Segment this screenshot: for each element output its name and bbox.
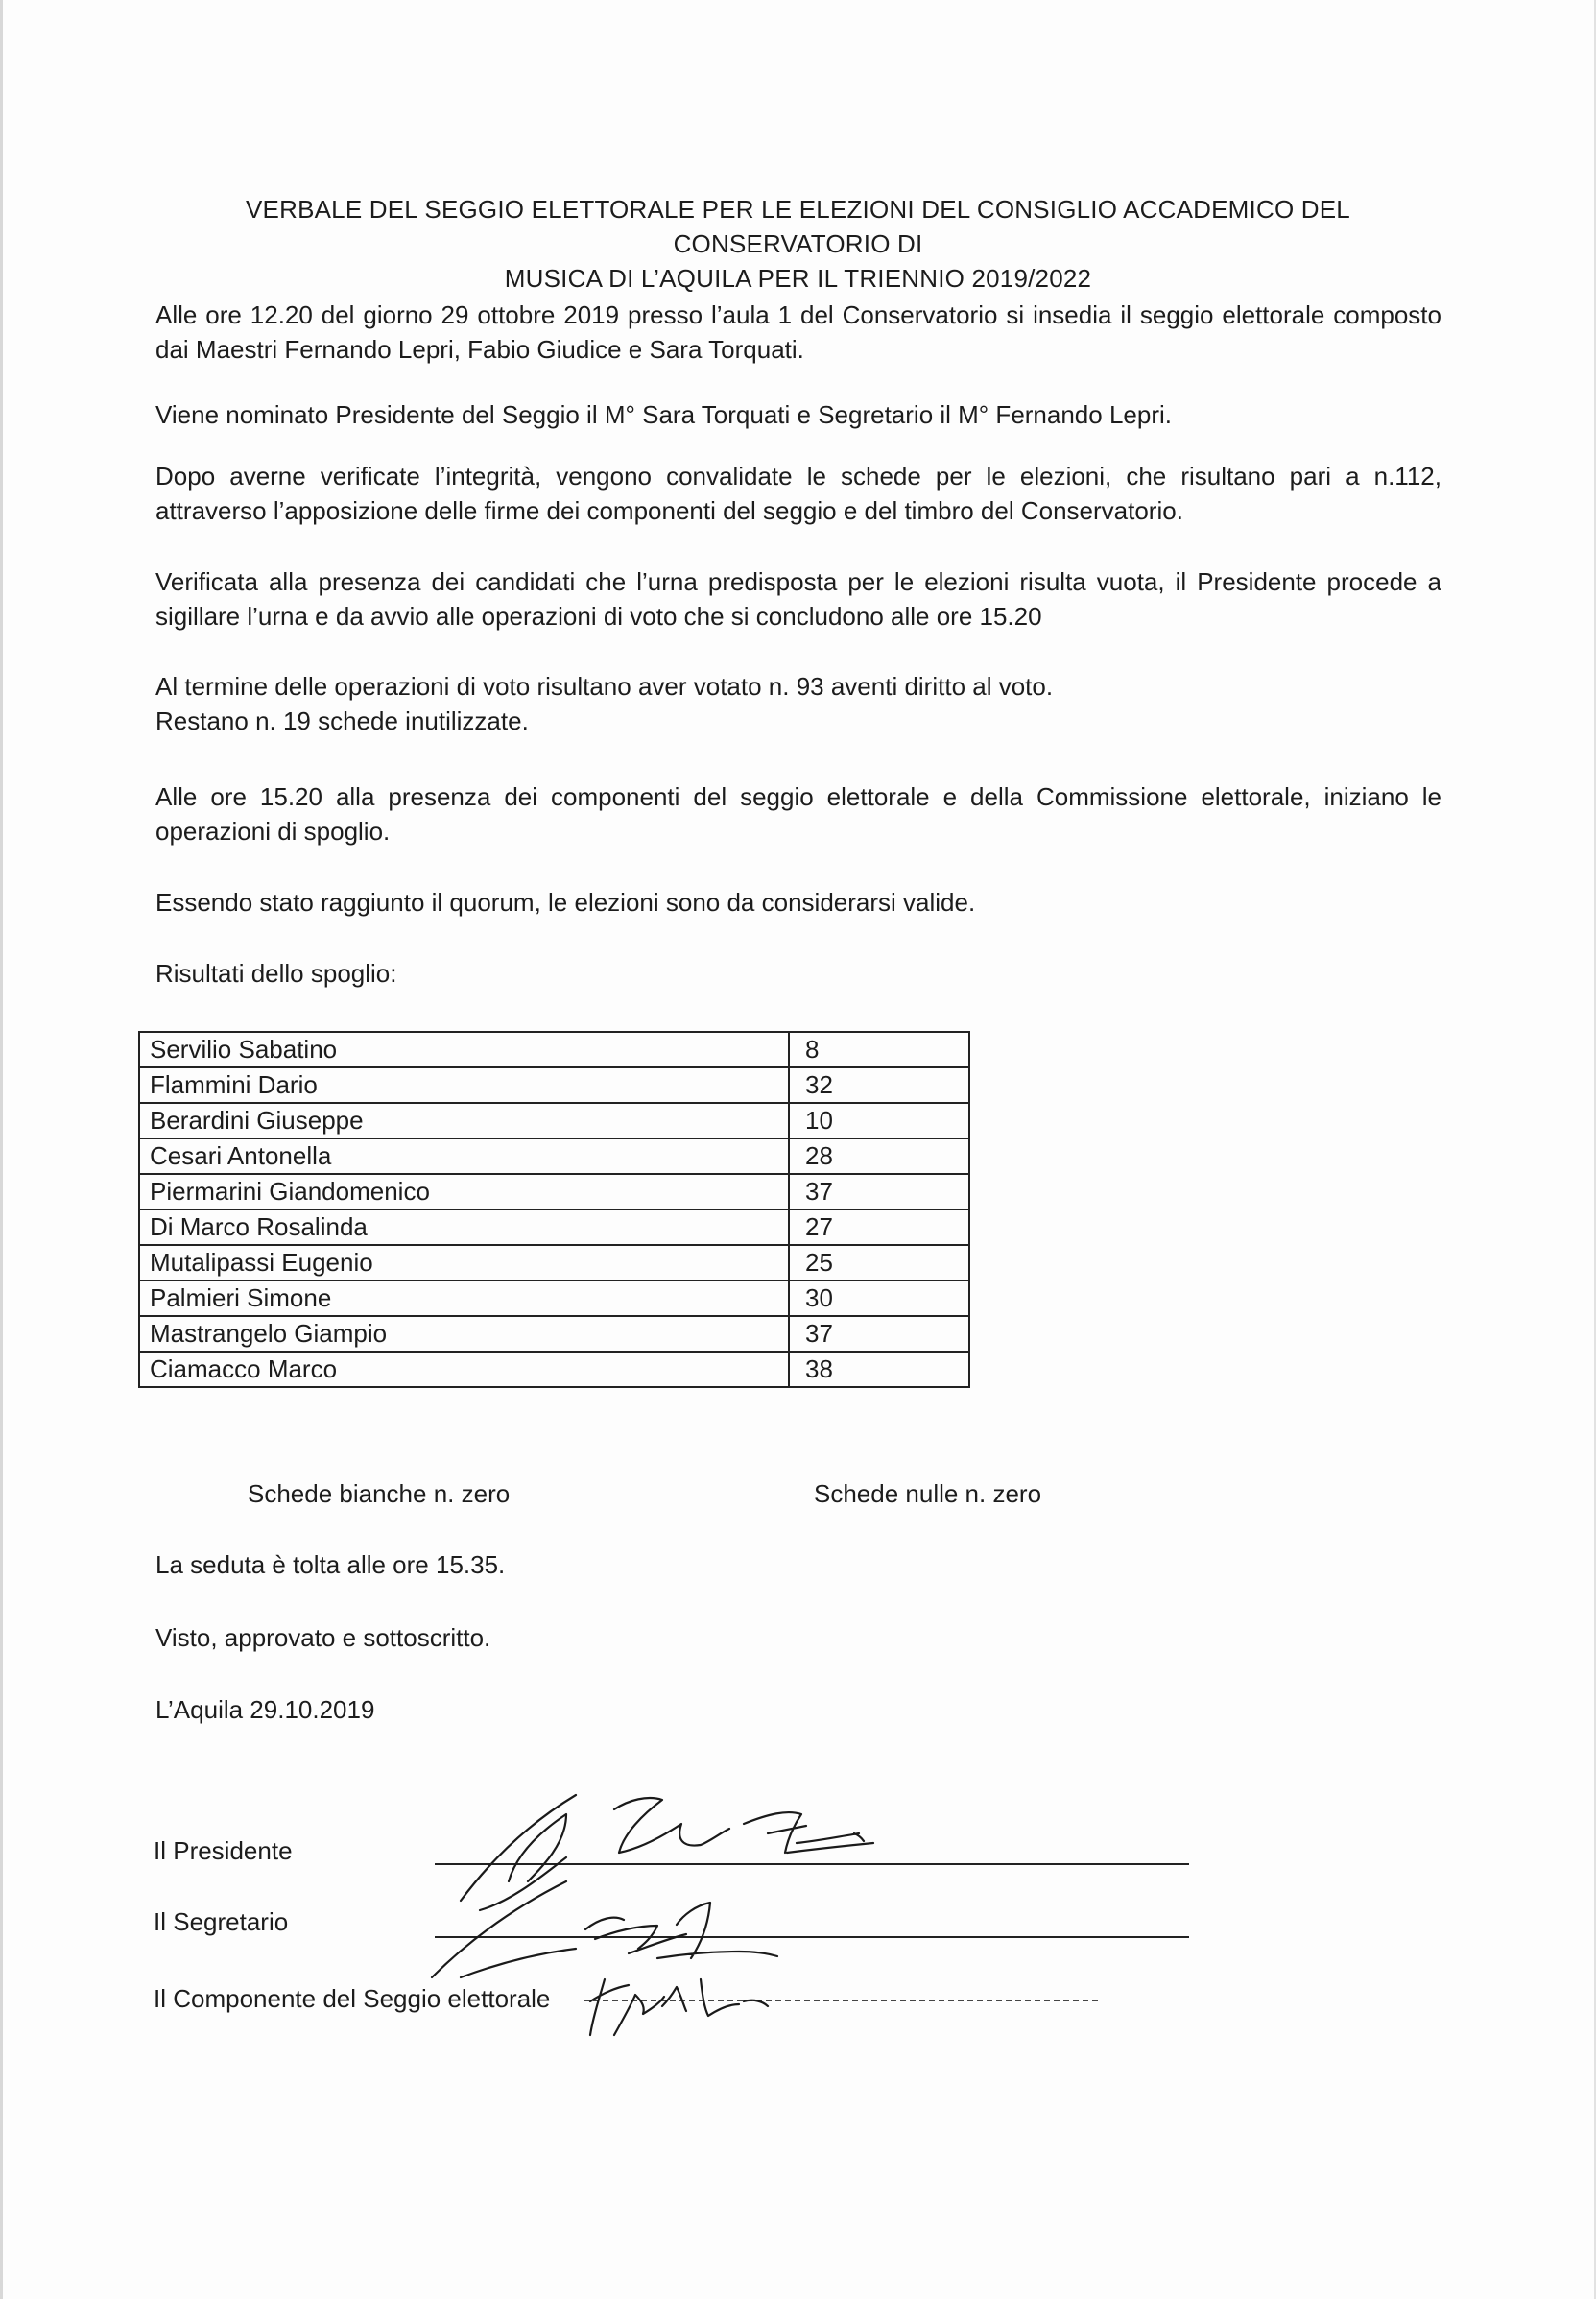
blank-ballots: Schede bianche n. zero	[248, 1479, 511, 1508]
handwritten-signatures	[422, 1757, 1209, 2045]
paragraph-turnout	[155, 669, 1441, 738]
president-label: Il Presidente	[154, 1836, 293, 1865]
paragraph-counting-start: Alle ore 15.20 alla presenza dei componenti del seggio elettorale e della Commissione elettorale, iniziano le operazioni di spoglio.	[155, 782, 1441, 846]
candidate-name: Piermarini Giandomenico	[139, 1174, 789, 1209]
scan-edge-left	[0, 0, 3, 2299]
null-ballots: Schede nulle n. zero	[814, 1479, 1042, 1508]
title-line-2: MUSICA DI L’AQUILA PER IL TRIENNIO 2019/2022	[504, 264, 1092, 293]
secretary-label: Il Segretario	[154, 1907, 289, 1936]
candidate-votes: 10	[789, 1103, 969, 1138]
table-row	[139, 1209, 969, 1245]
candidate-votes: 8	[789, 1032, 969, 1067]
candidate-name: Cesari Antonella	[139, 1138, 789, 1174]
candidate-votes: 25	[789, 1245, 969, 1281]
table-row	[139, 1103, 969, 1138]
document-title	[144, 192, 1452, 296]
candidate-name: Flammini Dario	[139, 1067, 789, 1103]
candidate-name: Di Marco Rosalinda	[139, 1209, 789, 1245]
candidate-name: Servilio Sabatino	[139, 1032, 789, 1067]
candidate-votes: 30	[789, 1281, 969, 1316]
table-row	[139, 1032, 969, 1067]
paragraph-quorum: Essendo stato raggiunto il quorum, le elezioni sono da considerarsi valide.	[155, 888, 976, 917]
table-row	[139, 1174, 969, 1209]
candidate-name: Palmieri Simone	[139, 1281, 789, 1316]
candidate-name: Mastrangelo Giampio	[139, 1316, 789, 1352]
candidate-name: Mutalipassi Eugenio	[139, 1245, 789, 1281]
turnout-unused: Restano n. 19 schede inutilizzate.	[155, 706, 529, 735]
candidate-votes: 38	[789, 1352, 969, 1387]
title-line-1: VERBALE DEL SEGGIO ELETTORALE PER LE ELEZIONI DEL CONSIGLIO ACCADEMICO DEL CONSERVATORIO DI	[246, 195, 1350, 258]
table-row	[139, 1067, 969, 1103]
candidate-votes: 32	[789, 1067, 969, 1103]
turnout-voters: Al termine delle operazioni di voto risultano aver votato n. 93 aventi diritto al voto.	[155, 672, 1054, 701]
table-row	[139, 1138, 969, 1174]
results-table	[138, 1031, 970, 1388]
paragraph-ballots-validation: Dopo averne verificate l’integrità, vengono convalidate le schede per le elezioni, che risultano pari a n.112, attraverso l’apposizione delle firme dei componenti del seggio e del timbro del Conservatorio.	[155, 462, 1441, 525]
table-row	[139, 1281, 969, 1316]
session-closed: La seduta è tolta alle ore 15.35.	[155, 1550, 506, 1579]
results-heading: Risultati dello spoglio:	[155, 959, 397, 988]
candidate-votes: 28	[789, 1138, 969, 1174]
candidate-votes: 37	[789, 1174, 969, 1209]
candidate-votes: 27	[789, 1209, 969, 1245]
paragraph-nomination: Viene nominato Presidente del Seggio il M° Sara Torquati e Segretario il M° Fernando Lepri.	[155, 400, 1172, 429]
table-row	[139, 1352, 969, 1387]
place-date: L’Aquila 29.10.2019	[155, 1695, 375, 1724]
candidate-name: Ciamacco Marco	[139, 1352, 789, 1387]
member-label: Il Componente del Seggio elettorale	[154, 1984, 551, 2013]
table-row	[139, 1245, 969, 1281]
candidate-votes: 37	[789, 1316, 969, 1352]
approval-statement: Visto, approvato e sottoscritto.	[155, 1623, 491, 1652]
paragraph-installation: Alle ore 12.20 del giorno 29 ottobre 2019 presso l’aula 1 del Conservatorio si insedia il seggio elettorale composto dai Maestri Fernando Lepri, Fabio Giudice e Sara Torquati.	[155, 300, 1441, 364]
table-row	[139, 1316, 969, 1352]
paragraph-urn-sealing: Verificata alla presenza dei candidati che l’urna predisposta per le elezioni risulta vuota, il Presidente procede a sigillare l’urna e da avvio alle operazioni di voto che si concludono alle ore 15.20	[155, 567, 1441, 631]
candidate-name: Berardini Giuseppe	[139, 1103, 789, 1138]
